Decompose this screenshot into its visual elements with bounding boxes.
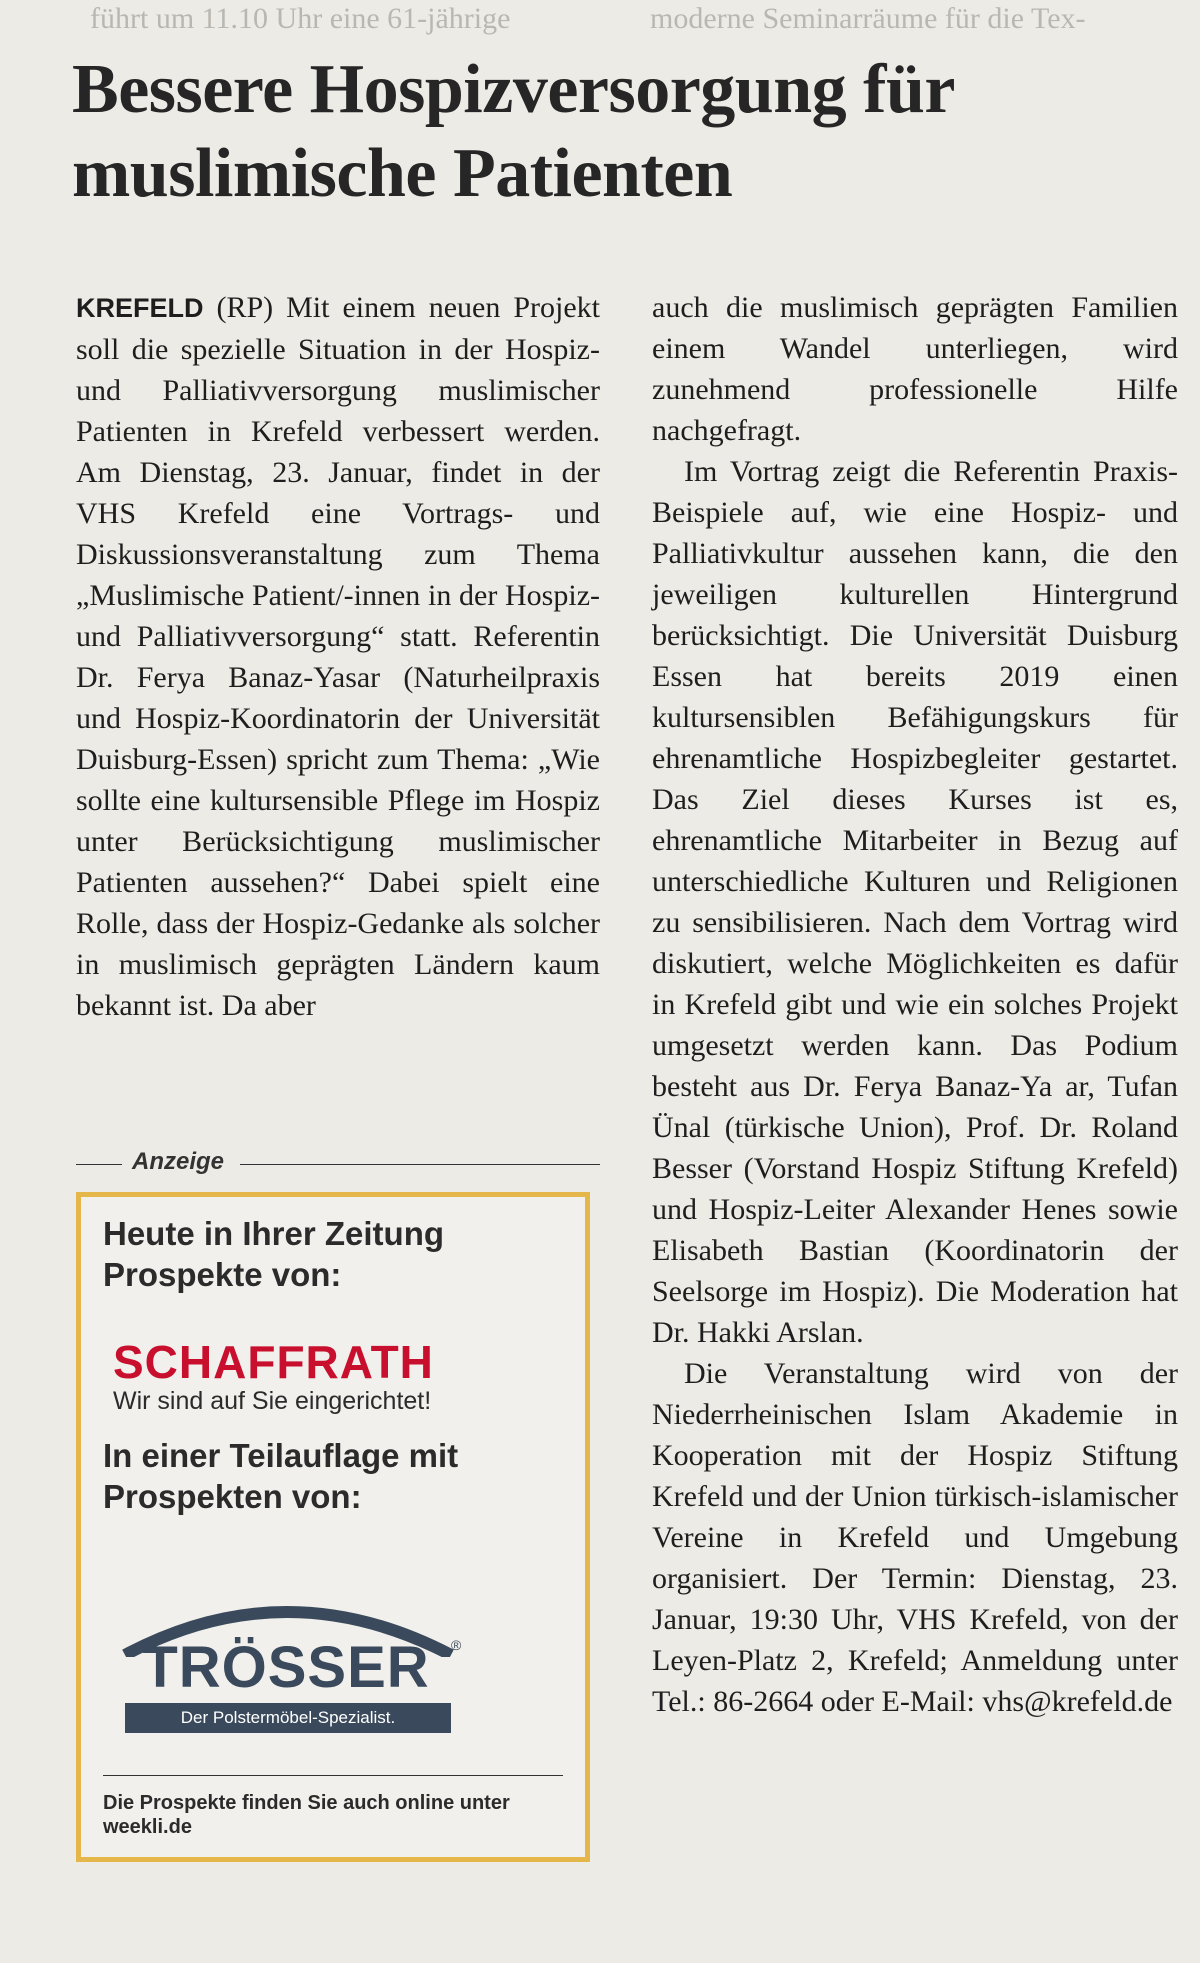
article-headline: Bessere Hospizversorgung für muslimische Patienten xyxy=(72,51,954,212)
background-fragment-right: moderne Seminarräume für die Tex- xyxy=(650,2,1086,35)
ad-label-rule-right xyxy=(240,1164,600,1165)
ad-heading-partial: In einer Teilauflage mit Prospekten von: xyxy=(103,1437,459,1515)
article-column-right xyxy=(652,287,1178,1722)
ad-label-rule-left xyxy=(76,1164,122,1165)
article-paragraph-text: (RP) Mit einem neuen Projekt soll die spezielle Situation in der Hospiz- und Palliativversorgung muslimischer Patienten in Krefeld verbessert werden. Am Dienstag, 23. Januar, findet in der VHS Krefeld eine Vortrags- und Diskussionsveranstaltung zum Thema „Muslimische Patient/-innen in der Hospiz- und Palliativversorgung“ statt. Referentin Dr. Ferya Banaz-Yasar (Naturheilpraxis und Hospiz-Koordinatorin der Universität Duisburg-Essen) spricht zum Thema: „Wie sollte eine kultursensible Pflege im Hospiz unter Berücksichtigung muslimischer Patienten aussehen?“ Dabei spielt eine Rolle, dass der Hospiz-Gedanke als solcher in muslimisch geprägten Ländern kaum bekannt ist. Da aber xyxy=(76,291,600,1022)
article-column-left xyxy=(76,287,600,1026)
ad-footer: Die Prospekte finden Sie auch online unter weekli.de xyxy=(103,1792,510,1838)
article-paragraph: Im Vortrag zeigt die Referentin Praxis-Beispiele auf, wie eine Hospiz- und Palliativkultur aussehen kann, die den jeweiligen kulturellen Hintergrund berücksichtigt. Die Universität Duisburg Essen hat bereits 2019 einen kultursensiblen Befähigungskurs für ehrenamtliche Hospizbegleiter gestartet. Das Ziel dieses Kurses ist es, ehrenamtliche Mitarbeiter in Bezug auf unterschiedliche Kulturen und Religionen zu sensibilisieren. Nach dem Vortrag wird diskutiert, welche Möglichkeiten es dafür in Krefeld gibt und wie ein solches Projekt umgesetzt werden kann. Das Podium besteht aus Dr. Ferya Banaz-Ya ar, Tufan Ünal (türkische Union), Prof. Dr. Roland Besser (Vorstand Hospiz Stiftung Krefeld) und Hospiz-Leiter Alexander Henes sowie Elisabeth Bastian (Koordinatorin der Seelsorge im Hospiz). Die Moderation hat Dr. Hakki Arslan. xyxy=(652,455,1178,1349)
registered-mark: ® xyxy=(451,1637,462,1653)
dateline: KREFELD xyxy=(76,293,204,323)
article-paragraph xyxy=(76,287,600,1026)
article-paragraph: Die Veranstaltung wird von der Niederrheinischen Islam Akademie in Kooperation mit der Hospiz Stiftung Krefeld und der Union türkisch-islamischer Vereine in Krefeld und Umgebung organisiert. Der Termin: Dienstag, 23. Januar, 19:30 Uhr, VHS Krefeld, von der Leyen-Platz 2, Krefeld; Anmeldung unter Tel.: 86-2664 oder E-Mail: vhs@krefeld.de xyxy=(652,1357,1178,1718)
ad-label xyxy=(76,1148,600,1178)
ad-label-text: Anzeige xyxy=(132,1148,225,1175)
troesser-tagline: Der Polstermöbel-Spezialist. xyxy=(125,1703,451,1733)
troesser-logo xyxy=(111,1587,531,1747)
troesser-brand: TRÖSSER xyxy=(142,1635,430,1700)
schaffrath-tagline: Wir sind auf Sie eingerichtet! xyxy=(113,1387,432,1415)
ad-divider xyxy=(103,1775,563,1776)
advertisement-box xyxy=(76,1192,590,1862)
article-paragraph: auch die muslimisch geprägten Familien einem Wandel unterliegen, wird zunehmend professionelle Hilfe nachgefragt. xyxy=(652,291,1178,447)
schaffrath-logo xyxy=(113,1337,553,1417)
background-fragment-left: führt um 11.10 Uhr eine 61-jährige xyxy=(90,2,511,35)
schaffrath-brand: SCHAFFRATH xyxy=(113,1336,434,1388)
ad-heading-today: Heute in Ihrer Zeitung Prospekte von: xyxy=(103,1215,445,1293)
